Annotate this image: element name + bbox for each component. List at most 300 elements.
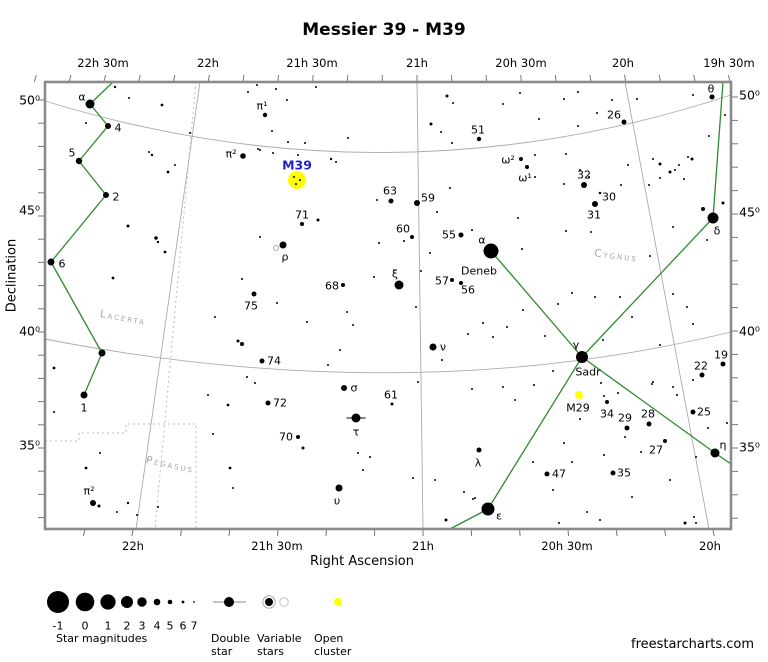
star-label: α xyxy=(78,90,86,104)
field-star xyxy=(164,251,167,254)
star xyxy=(482,503,495,516)
star-label: 27 xyxy=(649,443,663,457)
legend-double-star-caption: Double star xyxy=(211,632,250,658)
field-star xyxy=(502,103,504,105)
star-label: 71 xyxy=(295,208,309,222)
star xyxy=(605,400,609,404)
field-star xyxy=(594,296,596,298)
star xyxy=(592,201,598,207)
field-star xyxy=(640,451,642,453)
field-star xyxy=(693,516,695,518)
field-star xyxy=(420,270,422,272)
star xyxy=(576,351,588,363)
field-star xyxy=(563,183,565,185)
legend-star-magnitudes-caption: Star magnitudes xyxy=(56,632,148,645)
field-star xyxy=(695,522,697,524)
field-star xyxy=(471,388,473,390)
field-star xyxy=(53,367,56,370)
field-star xyxy=(659,177,661,179)
field-star xyxy=(472,498,474,500)
star xyxy=(86,100,95,109)
star-label: α xyxy=(478,233,486,247)
field-star xyxy=(256,84,258,86)
field-star xyxy=(463,491,465,493)
dec-label-right: 40⁰ xyxy=(739,323,760,339)
field-star xyxy=(154,236,158,240)
star-label: 31 xyxy=(587,208,601,222)
field-star xyxy=(114,86,116,88)
field-star xyxy=(552,489,554,491)
top-tick xyxy=(34,75,36,82)
star xyxy=(450,278,454,282)
field-star xyxy=(620,184,622,186)
legend-magnitude-dot xyxy=(76,593,95,612)
star-label: 70 xyxy=(279,430,293,444)
legend-magnitude-value: 6 xyxy=(179,619,187,633)
star xyxy=(341,283,345,287)
field-star xyxy=(378,242,380,244)
field-star xyxy=(85,122,87,124)
star-label: 4 xyxy=(114,121,122,135)
field-star xyxy=(602,339,604,341)
star xyxy=(459,233,464,238)
star xyxy=(395,281,404,290)
field-star xyxy=(672,226,674,228)
field-star xyxy=(99,452,101,454)
field-star xyxy=(652,381,654,383)
legend-magnitude-dot xyxy=(100,594,115,609)
legend-variable-stars-caption: Variable stars xyxy=(257,632,302,658)
field-star xyxy=(257,148,259,150)
field-star xyxy=(161,104,164,107)
field-star xyxy=(112,277,115,280)
star xyxy=(48,259,55,266)
field-star xyxy=(241,278,243,280)
field-star xyxy=(157,506,159,508)
field-star xyxy=(275,88,277,90)
field-star xyxy=(603,454,605,456)
star xyxy=(263,113,267,117)
field-star xyxy=(240,342,244,346)
field-star xyxy=(452,102,454,104)
field-star xyxy=(259,236,261,238)
field-star xyxy=(669,479,671,481)
field-star xyxy=(672,386,674,388)
field-star xyxy=(127,225,130,228)
legend-open-cluster-dot xyxy=(334,598,342,606)
field-star xyxy=(148,151,150,153)
field-star xyxy=(672,293,674,295)
star-label: 61 xyxy=(384,388,398,402)
star xyxy=(105,123,111,129)
field-star xyxy=(596,112,598,114)
field-star xyxy=(599,519,601,521)
field-star xyxy=(579,418,581,420)
star-label: 47 xyxy=(552,467,566,481)
field-star xyxy=(272,152,274,154)
field-star xyxy=(521,248,523,250)
field-star xyxy=(317,219,320,222)
field-star xyxy=(347,137,349,139)
declination-axis-label: Declination xyxy=(4,238,20,313)
star xyxy=(391,403,394,406)
star xyxy=(711,449,720,458)
star xyxy=(611,471,616,476)
messier-object-M29 xyxy=(575,391,583,399)
star-label: 59 xyxy=(421,191,435,205)
field-star xyxy=(212,433,214,435)
star xyxy=(280,242,287,249)
dec-label-right: 50⁰ xyxy=(739,87,760,103)
field-star xyxy=(412,477,414,479)
field-star xyxy=(603,395,605,397)
star-label: 28 xyxy=(641,407,655,421)
constellation-line xyxy=(51,262,102,353)
field-star xyxy=(293,176,295,178)
field-star xyxy=(586,511,588,513)
field-star xyxy=(726,422,728,424)
star-label: 75 xyxy=(244,299,258,313)
field-star xyxy=(346,311,348,313)
field-star xyxy=(563,98,565,100)
field-star xyxy=(506,326,508,328)
star-label: 55 xyxy=(442,228,456,242)
field-star xyxy=(659,163,662,166)
field-star xyxy=(128,97,130,99)
star xyxy=(296,435,300,439)
legend-magnitude-dot xyxy=(168,600,173,605)
field-star xyxy=(590,231,592,233)
field-star xyxy=(522,309,524,311)
star-label: 60 xyxy=(396,222,410,236)
field-star xyxy=(708,135,710,137)
constellation-line xyxy=(79,161,106,195)
page-title: Messier 39 - M39 xyxy=(302,20,466,40)
field-star xyxy=(376,199,378,201)
star xyxy=(81,392,88,399)
field-star xyxy=(276,302,278,304)
star xyxy=(525,165,529,169)
field-star xyxy=(403,240,405,242)
field-star xyxy=(306,321,308,323)
dec-label-right: 45⁰ xyxy=(739,204,760,220)
field-star xyxy=(648,184,650,186)
legend-magnitude-value: 0 xyxy=(81,619,89,633)
star-label: 6 xyxy=(58,257,66,271)
field-star xyxy=(631,316,633,318)
star-label: ω² xyxy=(501,153,515,167)
field-star xyxy=(429,252,431,254)
field-star xyxy=(98,505,101,508)
star xyxy=(721,362,726,367)
field-star xyxy=(232,487,234,489)
field-star xyxy=(707,427,709,429)
star-label: σ xyxy=(350,381,358,395)
field-star xyxy=(669,171,672,174)
field-star xyxy=(430,123,433,126)
field-star xyxy=(636,98,638,100)
field-star xyxy=(692,379,694,381)
field-star xyxy=(627,164,629,166)
field-star xyxy=(229,467,232,470)
star-label: 29 xyxy=(618,411,632,425)
field-star xyxy=(136,514,138,516)
ra-grid-line xyxy=(625,82,709,529)
field-star xyxy=(617,392,619,394)
legend-variable-open-dot xyxy=(280,598,289,607)
field-star xyxy=(722,202,725,205)
star-label: υ xyxy=(333,494,341,508)
star-label: 57 xyxy=(435,274,449,288)
star-label: ξ xyxy=(391,267,399,281)
declination-arc xyxy=(45,95,731,153)
legend-magnitude-value: 1 xyxy=(104,619,112,633)
field-star xyxy=(302,447,305,450)
dec-label-left: 40⁰ xyxy=(19,323,40,339)
field-star xyxy=(330,158,332,160)
field-star xyxy=(286,99,288,101)
ra-label-top: 21h xyxy=(406,56,428,70)
star-label: 72 xyxy=(273,396,287,410)
star xyxy=(414,200,420,206)
field-star xyxy=(611,99,613,101)
field-star xyxy=(287,141,289,143)
field-star xyxy=(565,230,567,232)
field-star xyxy=(207,394,209,396)
star-label: γ xyxy=(572,338,580,352)
field-star xyxy=(532,461,534,463)
field-star xyxy=(440,131,442,133)
legend-open-cluster-caption: Open cluster xyxy=(314,632,352,658)
legend-magnitude-value: 7 xyxy=(190,619,198,633)
legend-magnitude-dot xyxy=(154,599,161,606)
star-label: λ xyxy=(474,456,482,470)
star xyxy=(647,422,652,427)
star-label: 1 xyxy=(80,401,88,415)
legend-magnitude-value: 5 xyxy=(166,619,174,633)
field-star xyxy=(151,154,153,156)
legend-magnitude-dot xyxy=(182,601,185,604)
star-label: π¹ xyxy=(256,99,268,113)
field-star xyxy=(534,154,536,156)
field-star xyxy=(557,303,559,305)
star-label: 56 xyxy=(461,283,475,297)
field-star xyxy=(446,95,449,98)
star-name: Sadr xyxy=(575,365,601,379)
field-star xyxy=(246,376,248,378)
field-star xyxy=(227,404,230,407)
field-star xyxy=(127,502,129,504)
field-star xyxy=(327,364,329,366)
field-star xyxy=(189,132,191,134)
field-star xyxy=(571,292,573,294)
constellation-line xyxy=(582,218,713,357)
star xyxy=(266,401,271,406)
field-star xyxy=(577,125,579,127)
ra-label-top: 19h 30m xyxy=(703,56,755,70)
star-label: 51 xyxy=(471,123,485,137)
star xyxy=(103,192,109,198)
legend-magnitude-value: 2 xyxy=(123,619,131,633)
constellation-line xyxy=(84,353,102,395)
star-label: 26 xyxy=(607,108,621,122)
star xyxy=(700,373,705,378)
field-star xyxy=(686,306,688,308)
messier-label-M29: M29 xyxy=(566,401,590,415)
dec-label-left: 50⁰ xyxy=(19,92,40,108)
star-label: η xyxy=(719,438,727,452)
star xyxy=(99,350,106,357)
field-star xyxy=(519,92,521,94)
star-label: 34 xyxy=(600,407,614,421)
field-star xyxy=(417,381,419,383)
constellation-boundary xyxy=(45,424,196,529)
field-star xyxy=(691,158,694,161)
field-star xyxy=(695,456,697,458)
field-star xyxy=(533,384,535,386)
star xyxy=(389,199,394,204)
messier-label-M39: M39 xyxy=(282,157,312,173)
field-star xyxy=(362,469,364,471)
star-label: ρ xyxy=(281,250,289,264)
field-star xyxy=(514,399,516,401)
star xyxy=(519,157,523,161)
field-star xyxy=(167,171,170,174)
constellation-line xyxy=(488,357,582,509)
star-label: 32 xyxy=(577,168,591,182)
star xyxy=(90,500,96,506)
ra-grid-line xyxy=(417,82,423,529)
field-star xyxy=(692,323,694,325)
field-star xyxy=(659,344,661,346)
star-label: 68 xyxy=(325,279,339,293)
star xyxy=(336,485,343,492)
constellation-line xyxy=(491,251,582,357)
field-star xyxy=(577,91,579,93)
field-star xyxy=(676,394,678,396)
field-star xyxy=(157,241,159,243)
star-label: 74 xyxy=(267,354,281,368)
star xyxy=(477,137,481,141)
ra-label-bottom: 20h 30m xyxy=(541,539,593,553)
field-star xyxy=(85,467,88,470)
star-label: ω¹ xyxy=(518,171,532,185)
legend-magnitude-dot xyxy=(137,597,146,606)
field-star xyxy=(335,161,337,163)
star xyxy=(484,244,499,259)
star-label: ε xyxy=(496,509,502,523)
field-star xyxy=(683,178,685,180)
field-star xyxy=(502,386,504,388)
field-star xyxy=(271,130,273,132)
constellation-name: Pegasus xyxy=(144,454,196,476)
field-star xyxy=(544,335,546,337)
field-star xyxy=(534,176,536,178)
messier-object-M39 xyxy=(288,171,306,189)
star xyxy=(663,439,667,443)
dec-label-left: 45⁰ xyxy=(19,202,40,218)
ra-label-top: 20h 30m xyxy=(495,56,547,70)
star xyxy=(430,344,437,351)
legend-variable-filled-dot xyxy=(265,598,273,606)
field-star xyxy=(471,229,473,231)
star-label: 2 xyxy=(112,190,120,204)
field-star xyxy=(451,142,453,144)
field-star xyxy=(357,452,359,454)
field-star xyxy=(563,442,565,444)
star-label: 35 xyxy=(617,466,631,480)
star-label: 5 xyxy=(68,146,76,160)
legend-magnitude-dot xyxy=(47,591,69,613)
field-star xyxy=(631,496,633,498)
legend-magnitude-value: 3 xyxy=(138,619,146,633)
ra-label-top: 22h 30m xyxy=(77,56,129,70)
field-star xyxy=(247,91,249,93)
field-star xyxy=(492,336,494,338)
constellation-line xyxy=(713,82,723,218)
star xyxy=(352,414,361,423)
field-star xyxy=(214,316,216,318)
star-label: τ xyxy=(352,425,360,439)
star xyxy=(599,192,602,195)
field-star xyxy=(297,154,299,156)
ra-label-top: 22h xyxy=(197,56,219,70)
field-star xyxy=(652,158,654,160)
star xyxy=(240,153,246,159)
ra-label-bottom: 22h xyxy=(122,539,144,553)
field-star xyxy=(295,183,297,185)
ra-label-bottom: 21h 30m xyxy=(251,539,303,553)
star-label: ν xyxy=(439,340,447,354)
field-star xyxy=(441,359,443,361)
field-star xyxy=(436,211,438,213)
field-star xyxy=(352,324,354,326)
field-star xyxy=(299,179,301,181)
field-star xyxy=(724,114,726,116)
field-star xyxy=(315,86,317,88)
site-credit: freestarcharts.com xyxy=(631,637,754,652)
field-star xyxy=(624,436,626,438)
variable-star-ring xyxy=(274,246,279,251)
constellation-line xyxy=(79,126,108,161)
star xyxy=(410,235,414,239)
star xyxy=(545,472,550,477)
field-star xyxy=(369,456,371,458)
ra-label-bottom: 21h xyxy=(412,539,434,553)
legend-magnitude-dot xyxy=(121,596,133,608)
field-star xyxy=(538,118,540,120)
field-star xyxy=(482,322,484,324)
constellation-line xyxy=(90,82,113,104)
field-star xyxy=(684,522,687,525)
declination-arc xyxy=(45,332,731,373)
star xyxy=(477,448,482,453)
field-star xyxy=(415,306,417,308)
star xyxy=(622,120,627,125)
star xyxy=(252,292,257,297)
legend-magnitude-dot xyxy=(193,601,195,603)
field-star xyxy=(445,519,448,522)
field-star xyxy=(558,522,560,524)
star-label: π² xyxy=(225,147,237,161)
star-label: δ xyxy=(713,224,721,238)
field-star xyxy=(651,383,653,385)
ra-label-top: 20h xyxy=(612,56,634,70)
field-star xyxy=(701,207,705,211)
field-star xyxy=(678,164,680,166)
star-label: 25 xyxy=(697,405,711,419)
field-star xyxy=(53,411,55,413)
